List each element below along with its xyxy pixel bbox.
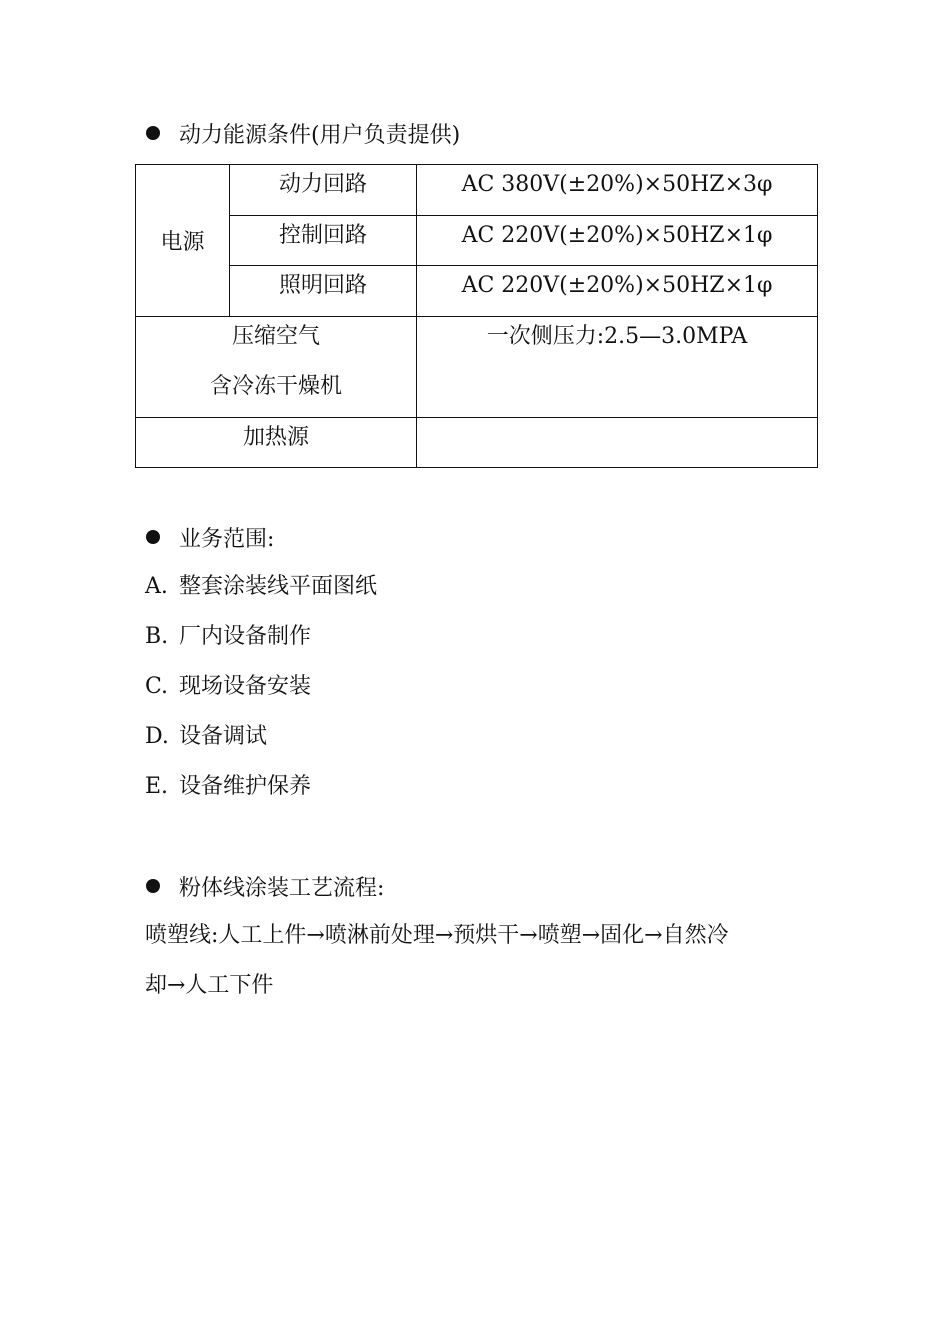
bullet-icon <box>146 879 160 893</box>
circuit-spec-cell <box>417 216 818 266</box>
power-conditions-table <box>135 164 818 468</box>
process-flow-heading-text: 粉体线涂装工艺流程: <box>179 875 385 901</box>
list-item <box>145 572 377 602</box>
compressed-air-dryer-label: 含冷冻干燥机 <box>209 374 342 399</box>
circuit-name-cell <box>230 216 417 266</box>
table-row <box>136 317 818 418</box>
list-item-text: 现场设备安装 <box>179 674 312 699</box>
power-conditions-heading <box>145 118 460 148</box>
list-item-text: 整套涂装线平面图纸 <box>179 574 378 599</box>
list-item <box>145 772 311 802</box>
list-marker: A. <box>145 574 168 599</box>
power-source-cell <box>136 165 230 317</box>
heat-source-spec-cell <box>417 418 818 468</box>
heat-source-label: 加热源 <box>242 425 309 450</box>
list-item <box>145 622 311 652</box>
circuit-name: 动力回路 <box>278 172 367 197</box>
compressed-air-spec-cell <box>417 317 818 418</box>
circuit-spec-cell <box>417 266 818 317</box>
list-item-text: 厂内设备制作 <box>179 624 312 649</box>
business-scope-heading-text: 业务范围: <box>179 526 275 552</box>
power-source-label: 电源 <box>160 230 205 255</box>
list-item-text: 设备维护保养 <box>179 774 312 799</box>
circuit-name: 控制回路 <box>278 223 367 248</box>
bullet-icon <box>146 126 160 140</box>
table-row <box>136 418 818 468</box>
circuit-name-cell <box>230 165 417 216</box>
circuit-name-cell <box>230 266 417 317</box>
table-row <box>136 266 818 317</box>
circuit-spec: AC 220V(±20%)×50HZ×1φ <box>461 273 773 298</box>
compressed-air-spec: 一次侧压力:2.5—3.0MPA <box>486 324 748 349</box>
table-row <box>136 165 818 216</box>
list-item <box>145 672 311 702</box>
table-row <box>136 216 818 266</box>
list-item-text: 设备调试 <box>179 724 268 749</box>
business-scope-heading <box>145 522 274 552</box>
process-flow-heading <box>145 871 384 901</box>
heat-source-cell <box>136 418 417 468</box>
circuit-spec: AC 220V(±20%)×50HZ×1φ <box>461 223 773 248</box>
list-marker: C. <box>145 674 169 699</box>
process-flow-line: 却→人工下件 <box>145 973 274 998</box>
list-item <box>145 722 267 752</box>
power-conditions-heading-text: 动力能源条件(用户负责提供) <box>179 122 461 148</box>
list-marker: E. <box>145 774 169 799</box>
process-flow-line: 喷塑线:人工上件→喷淋前处理→预烘干→喷塑→固化→自然冷 <box>145 923 729 948</box>
circuit-spec-cell <box>417 165 818 216</box>
list-marker: B. <box>145 624 169 649</box>
circuit-spec: AC 380V(±20%)×50HZ×3φ <box>461 172 773 197</box>
compressed-air-cell <box>136 317 417 418</box>
list-marker: D. <box>145 724 169 749</box>
circuit-name: 照明回路 <box>278 273 367 298</box>
compressed-air-label: 压缩空气 <box>231 324 320 349</box>
bullet-icon <box>146 530 160 544</box>
heat-source-spec <box>417 418 817 453</box>
